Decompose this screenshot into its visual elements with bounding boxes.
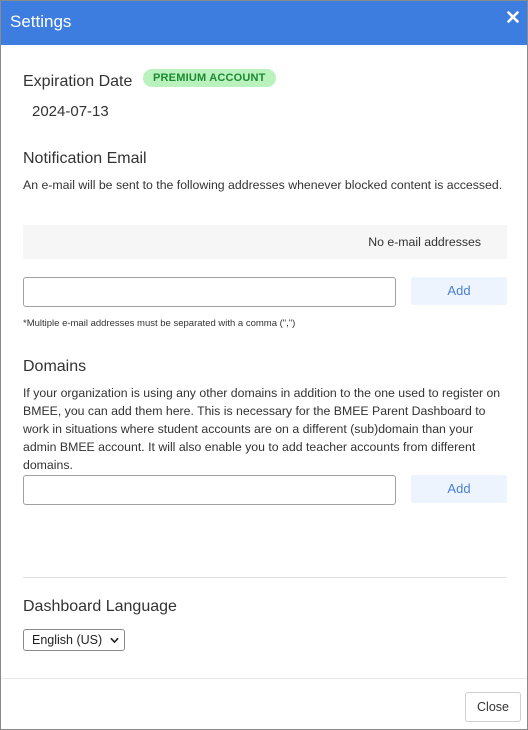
chevron-down-icon (110, 636, 119, 645)
language-select-value: English (US) (32, 633, 103, 647)
notification-email-heading: Notification Email (23, 150, 147, 167)
email-address-list (23, 225, 507, 259)
add-email-button[interactable]: Add (411, 277, 507, 305)
domains-description: If your organization is using any other domains in addition to the one used to register on BMEE, you can add them here. This is necessary for the BMEE Parent Dashboard to work in situations where student accounts are on a different (sub)domain than your admin BMEE account. It will also enable you to add teacher accounts from different domains. (23, 386, 501, 472)
email-list-empty-text: No e-mail addresses (368, 235, 481, 249)
domains-heading: Domains (23, 358, 87, 375)
email-input[interactable] (23, 277, 396, 307)
domain-input[interactable] (23, 475, 396, 505)
footer-divider (1, 678, 527, 679)
close-button[interactable]: Close (465, 692, 521, 722)
dialog-titlebar (1, 1, 527, 45)
expiration-heading: Expiration Date (23, 73, 133, 90)
section-divider (23, 577, 507, 578)
email-separator-hint: *Multiple e-mail addresses must be separated with a comma (",") (23, 318, 296, 329)
add-domain-button[interactable]: Add (411, 475, 507, 503)
language-select[interactable] (23, 629, 125, 651)
notification-email-description: An e-mail will be sent to the following addresses whenever blocked content is accessed. (23, 178, 503, 192)
close-x-icon[interactable] (505, 9, 521, 25)
dialog-title: Settings (10, 12, 72, 31)
premium-account-badge: PREMIUM ACCOUNT (143, 69, 276, 87)
dashboard-language-heading: Dashboard Language (23, 598, 177, 615)
expiration-date-value: 2024-07-13 (32, 103, 109, 120)
